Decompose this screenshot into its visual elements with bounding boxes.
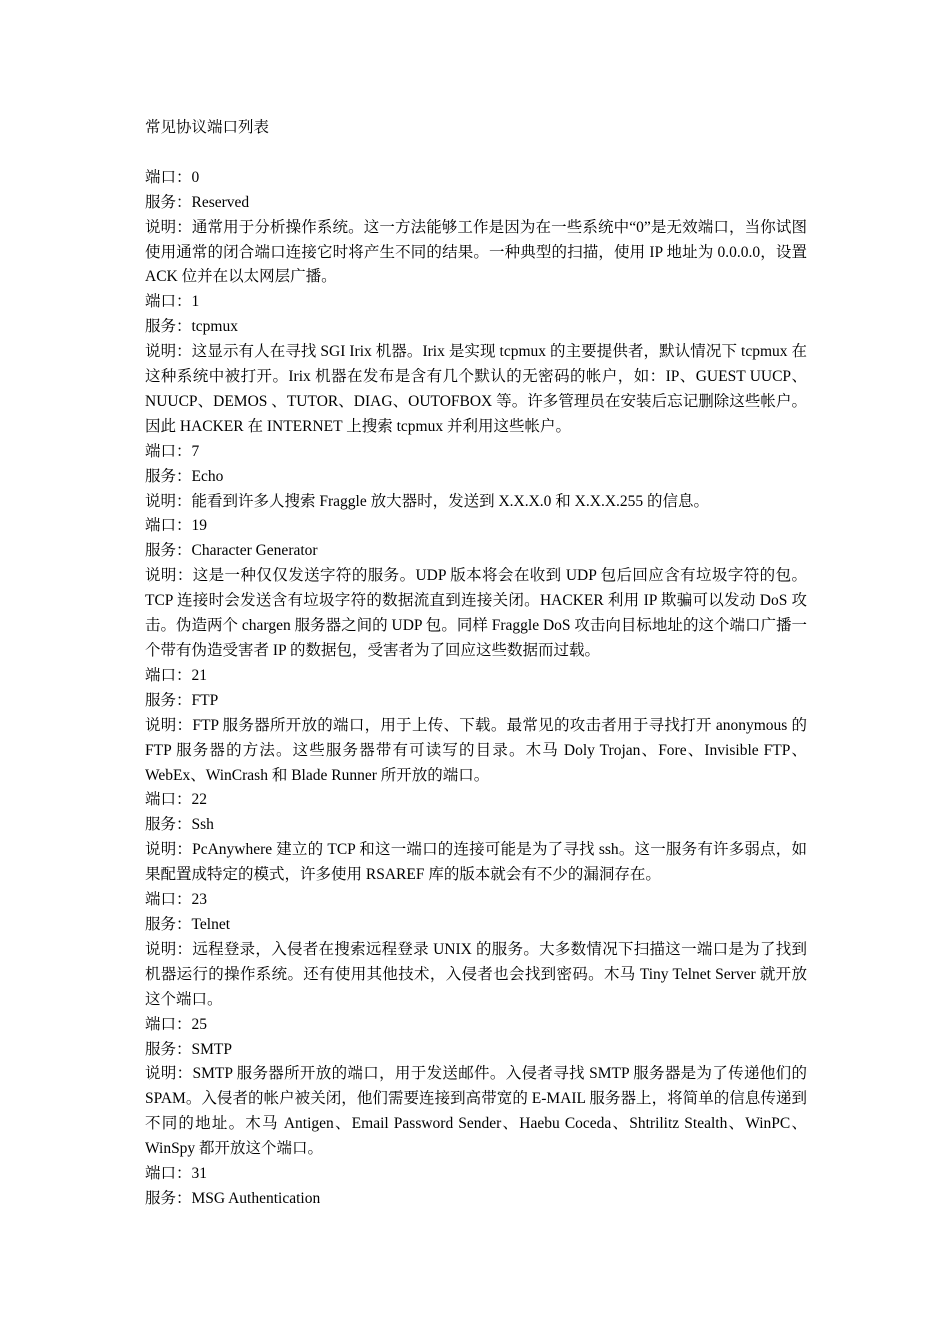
port-entry-23	[145, 888, 807, 1013]
service-name: 服务：Ssh	[145, 816, 214, 834]
port-entry-7	[145, 440, 807, 515]
port-number: 端口：22	[145, 791, 208, 809]
service-name: 服务：Echo	[145, 467, 224, 485]
port-entry-19	[145, 514, 807, 663]
service-name: 服务：SMTP	[145, 1040, 232, 1058]
port-description: 说明：这显示有人在寻找 SGI Irix 机器。Irix 是实现 tcpmux 的主要提供者，默认情况下 tcpmux 在这种系统中被打开。Irix 机器在发布是含有几个默认的无密码的帐户，如：IP、GUEST UUCP、NUUCP、DEMOS 、TUTOR、DIAG、OUTOFBOX 等。许多管理员在安装后忘记删除这些帐户。因此 HACKER 在 INTERNET 上搜索 tcpmux 并利用这些帐户。	[145, 343, 807, 435]
port-description: 说明：通常用于分析操作系统。这一方法能够工作是因为在一些系统中“0”是无效端口，当你试图使用通常的闭合端口连接它时将产生不同的结果。一种典型的扫描，使用 IP 地址为 0.0.0.0，设置 ACK 位并在以太网层广播。	[145, 218, 807, 286]
document-title: 常见协议端口列表	[145, 119, 270, 136]
service-name: 服务：MSG Authentication	[145, 1189, 321, 1207]
port-entry-22	[145, 788, 807, 888]
port-number: 端口：23	[145, 891, 208, 909]
port-description: 说明：FTP 服务器所开放的端口，用于上传、下载。最常见的攻击者用于寻找打开 anonymous 的 FTP 服务器的方法。这些服务器带有可读写的目录。木马 Doly Trojan、Fore、Invisible FTP、WebEx、WinCrash 和 Blade Runner 所开放的端口。	[145, 716, 807, 784]
service-name: 服务：Telnet	[145, 915, 231, 933]
port-description: 说明：能看到许多人搜索 Fraggle 放大器时，发送到 X.X.X.0 和 X.X.X.255 的信息。	[145, 492, 710, 510]
port-entry-25	[145, 1013, 807, 1162]
port-description: 说明：PcAnywhere 建立的 TCP 和这一端口的连接可能是为了寻找 ssh。这一服务有许多弱点，如果配置成特定的模式，许多使用 RSAREF 库的版本就会有不少的漏洞存在。	[145, 841, 807, 884]
port-number: 端口：25	[145, 1015, 208, 1033]
port-description: 说明：SMTP 服务器所开放的端口，用于发送邮件。入侵者寻找 SMTP 服务器是为了传递他们的 SPAM。入侵者的帐户被关闭，他们需要连接到高带宽的 E-MAIL 服务器上，将简单的信息传递到不同的地址。木马 Antigen、Email Password Sender、Haebu Coceda、Shtrilitz Stealth、WinPC、WinSpy 都开放这个端口。	[145, 1065, 807, 1158]
port-number: 端口：1	[145, 293, 200, 311]
service-name: 服务：Character Generator	[145, 542, 318, 560]
port-entry-0	[145, 166, 807, 291]
port-description: 说明：远程登录，入侵者在搜索远程登录 UNIX 的服务。大多数情况下扫描这一端口是为了找到机器运行的操作系统。还有使用其他技术，入侵者也会找到密码。木马 Tiny Telnet Server 就开放这个端口。	[145, 940, 807, 1008]
port-entry-21	[145, 664, 807, 789]
service-name: 服务：FTP	[145, 691, 219, 709]
port-entry-31	[145, 1162, 807, 1212]
service-name: 服务：tcpmux	[145, 318, 238, 336]
port-entry-1	[145, 290, 807, 439]
service-name: 服务：Reserved	[145, 193, 250, 211]
port-description: 说明：这是一种仅仅发送字符的服务。UDP 版本将会在收到 UDP 包后回应含有垃圾字符的包。TCP 连接时会发送含有垃圾字符的数据流直到连接关闭。HACKER 利用 IP 欺骗可以发动 DoS 攻击。伪造两个 chargen 服务器之间的 UDP 包。同样 Fraggle DoS 攻击向目标地址的这个端口广播一个带有伪造受害者 IP 的数据包，受害者为了回应这些数据而过载。	[145, 567, 807, 660]
document-page	[145, 116, 807, 1212]
port-number: 端口：0	[145, 168, 200, 186]
port-number: 端口：31	[145, 1165, 208, 1183]
port-number: 端口：7	[145, 442, 200, 460]
port-number: 端口：19	[145, 517, 208, 535]
port-number: 端口：21	[145, 666, 208, 684]
